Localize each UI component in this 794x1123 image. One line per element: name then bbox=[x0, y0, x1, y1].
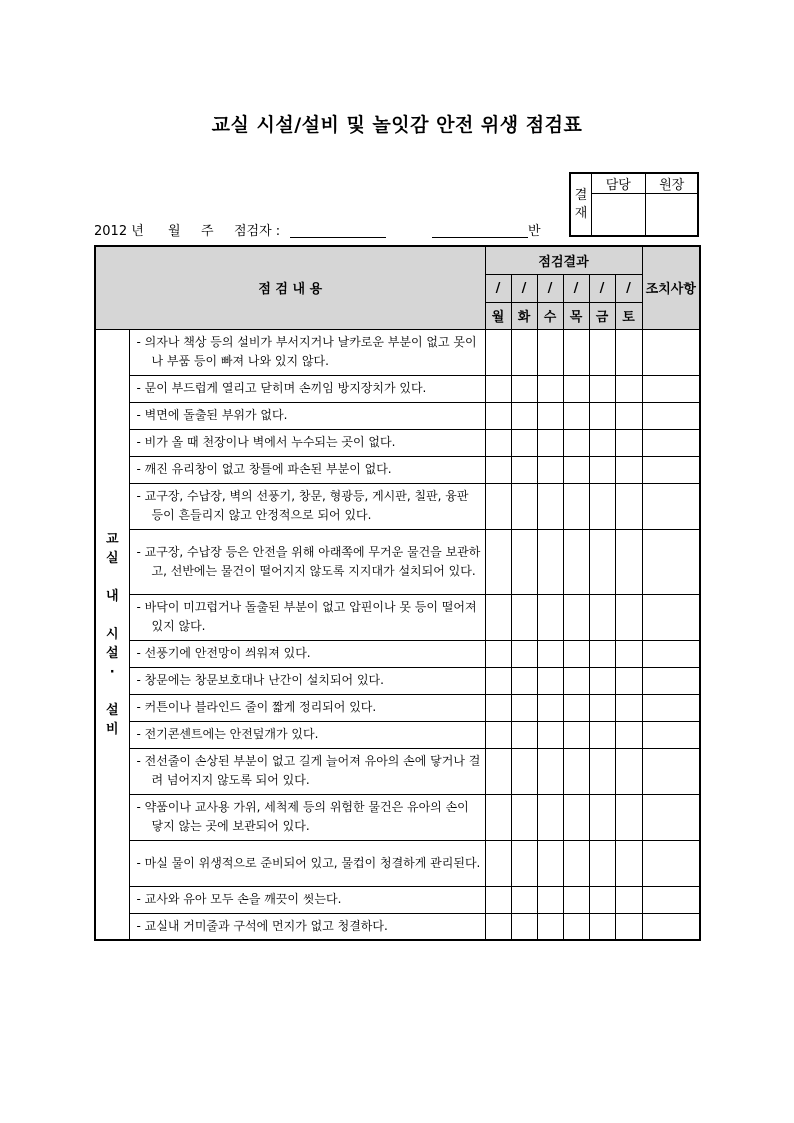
check-cell[interactable] bbox=[511, 667, 537, 694]
check-item: - 벽면에 돌출된 부위가 없다. bbox=[129, 402, 485, 429]
check-item: - 의자나 책상 등의 설비가 부서지거나 날카로운 부분이 없고 못이나 부품 등이 빠져 나와 있지 않다. bbox=[129, 329, 485, 375]
result-header: 점검결과 bbox=[485, 246, 642, 274]
checklist-table bbox=[94, 245, 701, 941]
check-cell[interactable] bbox=[511, 694, 537, 721]
check-cell[interactable] bbox=[511, 748, 537, 794]
category-char bbox=[96, 682, 129, 701]
check-item: - 비가 올 때 천장이나 벽에서 누수되는 곳이 없다. bbox=[129, 429, 485, 456]
check-cell[interactable] bbox=[589, 402, 615, 429]
check-cell[interactable] bbox=[537, 640, 563, 667]
action-cell[interactable] bbox=[642, 667, 700, 694]
category-char: 비 bbox=[105, 721, 119, 737]
approval-sign-staff[interactable] bbox=[592, 193, 646, 236]
check-item: - 전기콘센트에는 안전덮개가 있다. bbox=[129, 721, 485, 748]
check-cell[interactable] bbox=[537, 667, 563, 694]
date-slash: / bbox=[589, 274, 615, 302]
check-cell[interactable] bbox=[589, 329, 615, 375]
check-cell[interactable] bbox=[563, 594, 589, 640]
category-char: 실 bbox=[105, 550, 119, 566]
check-cell[interactable] bbox=[485, 375, 511, 402]
check-cell[interactable] bbox=[589, 694, 615, 721]
check-cell[interactable] bbox=[615, 594, 642, 640]
check-cell[interactable] bbox=[511, 594, 537, 640]
check-item: - 깨진 유리창이 없고 창틀에 파손된 부분이 없다. bbox=[129, 456, 485, 483]
inspector-field[interactable] bbox=[290, 237, 386, 238]
check-cell[interactable] bbox=[589, 429, 615, 456]
check-cell[interactable] bbox=[615, 667, 642, 694]
check-cell[interactable] bbox=[511, 483, 537, 529]
check-cell[interactable] bbox=[511, 640, 537, 667]
check-cell[interactable] bbox=[589, 456, 615, 483]
action-cell[interactable] bbox=[642, 886, 700, 913]
check-cell[interactable] bbox=[485, 913, 511, 940]
check-cell[interactable] bbox=[485, 640, 511, 667]
check-cell[interactable] bbox=[537, 529, 563, 594]
check-cell[interactable] bbox=[589, 840, 615, 886]
check-cell[interactable] bbox=[563, 721, 589, 748]
check-cell[interactable] bbox=[589, 375, 615, 402]
check-cell[interactable] bbox=[615, 429, 642, 456]
category-char: · bbox=[109, 664, 115, 680]
check-cell[interactable] bbox=[615, 483, 642, 529]
category-char bbox=[96, 568, 129, 587]
action-cell[interactable] bbox=[642, 483, 700, 529]
check-cell[interactable] bbox=[615, 840, 642, 886]
check-cell[interactable] bbox=[563, 329, 589, 375]
check-cell[interactable] bbox=[485, 794, 511, 840]
day-wed: 수 bbox=[537, 302, 563, 329]
class-field[interactable] bbox=[432, 237, 528, 238]
check-cell[interactable] bbox=[485, 594, 511, 640]
check-cell[interactable] bbox=[485, 529, 511, 594]
action-header: 조치사항 bbox=[642, 246, 700, 329]
category-char: 내 bbox=[105, 588, 119, 604]
day-thu: 목 bbox=[563, 302, 589, 329]
approval-box bbox=[569, 172, 699, 237]
category-char: 설 bbox=[105, 645, 119, 661]
check-cell[interactable] bbox=[511, 375, 537, 402]
check-cell[interactable] bbox=[563, 886, 589, 913]
week-label: 주 bbox=[201, 224, 214, 239]
action-cell[interactable] bbox=[642, 529, 700, 594]
action-cell[interactable] bbox=[642, 721, 700, 748]
check-cell[interactable] bbox=[511, 402, 537, 429]
check-cell[interactable] bbox=[485, 329, 511, 375]
check-cell[interactable] bbox=[537, 483, 563, 529]
check-cell[interactable] bbox=[563, 913, 589, 940]
day-mon: 월 bbox=[485, 302, 511, 329]
action-cell[interactable] bbox=[642, 594, 700, 640]
year-label: 2012 년 bbox=[94, 224, 144, 239]
check-cell[interactable] bbox=[563, 402, 589, 429]
check-cell[interactable] bbox=[615, 456, 642, 483]
day-fri: 금 bbox=[589, 302, 615, 329]
check-cell[interactable] bbox=[615, 794, 642, 840]
check-cell[interactable] bbox=[537, 456, 563, 483]
check-cell[interactable] bbox=[485, 402, 511, 429]
check-cell[interactable] bbox=[589, 483, 615, 529]
check-item: - 전선줄이 손상된 부분이 없고 길게 늘어져 유아의 손에 닿거나 걸려 넘어지지 않도록 되어 있다. bbox=[129, 748, 485, 794]
check-cell[interactable] bbox=[615, 913, 642, 940]
check-cell[interactable] bbox=[485, 721, 511, 748]
category-char bbox=[96, 606, 129, 625]
check-cell[interactable] bbox=[615, 748, 642, 794]
action-cell[interactable] bbox=[642, 748, 700, 794]
check-cell[interactable] bbox=[537, 794, 563, 840]
action-cell[interactable] bbox=[642, 375, 700, 402]
check-cell[interactable] bbox=[615, 529, 642, 594]
check-cell[interactable] bbox=[563, 640, 589, 667]
action-cell[interactable] bbox=[642, 794, 700, 840]
inspector-label: 점검자 : bbox=[234, 224, 281, 239]
approval-sign-director[interactable] bbox=[645, 193, 699, 236]
approval-col-staff: 담당 bbox=[592, 173, 646, 193]
check-cell[interactable] bbox=[511, 329, 537, 375]
check-cell[interactable] bbox=[563, 456, 589, 483]
check-cell[interactable] bbox=[589, 529, 615, 594]
check-cell[interactable] bbox=[589, 794, 615, 840]
approval-side-char: 결 bbox=[574, 187, 588, 203]
check-cell[interactable] bbox=[615, 694, 642, 721]
date-slash: / bbox=[485, 274, 511, 302]
action-cell[interactable] bbox=[642, 694, 700, 721]
check-cell[interactable] bbox=[615, 402, 642, 429]
class-suffix: 반 bbox=[528, 224, 541, 239]
check-cell[interactable] bbox=[537, 748, 563, 794]
check-cell[interactable] bbox=[511, 721, 537, 748]
check-cell[interactable] bbox=[563, 429, 589, 456]
check-cell[interactable] bbox=[563, 694, 589, 721]
check-cell[interactable] bbox=[511, 529, 537, 594]
check-cell[interactable] bbox=[485, 483, 511, 529]
approval-side-char: 재 bbox=[574, 205, 588, 221]
check-item: - 마실 물이 위생적으로 준비되어 있고, 물컵이 청결하게 관리된다. bbox=[129, 840, 485, 886]
check-cell[interactable] bbox=[485, 748, 511, 794]
action-cell[interactable] bbox=[642, 429, 700, 456]
check-cell[interactable] bbox=[563, 748, 589, 794]
approval-side-label bbox=[570, 173, 592, 236]
check-cell[interactable] bbox=[511, 429, 537, 456]
action-cell[interactable] bbox=[642, 840, 700, 886]
check-cell[interactable] bbox=[537, 329, 563, 375]
check-cell[interactable] bbox=[563, 667, 589, 694]
check-cell[interactable] bbox=[485, 886, 511, 913]
category-char: 설 bbox=[105, 702, 119, 718]
check-cell[interactable] bbox=[563, 794, 589, 840]
check-item: - 교실내 거미줄과 구석에 먼지가 없고 청결하다. bbox=[129, 913, 485, 940]
check-item: - 교구장, 수납장 등은 안전을 위해 아래쪽에 무거운 물건을 보관하고, 선반에는 물건이 떨어지지 않도록 지지대가 설치되어 있다. bbox=[129, 529, 485, 594]
category-char: 시 bbox=[105, 626, 119, 642]
check-cell[interactable] bbox=[563, 483, 589, 529]
check-item: - 바닥이 미끄럽거나 돌출된 부분이 없고 압핀이나 못 등이 떨어져 있지 않다. bbox=[129, 594, 485, 640]
check-cell[interactable] bbox=[485, 840, 511, 886]
check-cell[interactable] bbox=[485, 429, 511, 456]
check-cell[interactable] bbox=[511, 886, 537, 913]
check-cell[interactable] bbox=[537, 913, 563, 940]
check-cell[interactable] bbox=[485, 667, 511, 694]
date-slash: / bbox=[537, 274, 563, 302]
check-cell[interactable] bbox=[563, 375, 589, 402]
month-label: 월 bbox=[168, 224, 181, 239]
action-cell[interactable] bbox=[642, 640, 700, 667]
check-cell[interactable] bbox=[615, 375, 642, 402]
check-item: - 선풍기에 안전망이 씌워져 있다. bbox=[129, 640, 485, 667]
day-tue: 화 bbox=[511, 302, 537, 329]
check-item: - 교구장, 수납장, 벽의 선풍기, 창문, 형광등, 게시판, 칠판, 융판 등이 흔들리지 않고 안정적으로 되어 있다. bbox=[129, 483, 485, 529]
check-item: - 커튼이나 블라인드 줄이 짧게 정리되어 있다. bbox=[129, 694, 485, 721]
check-cell[interactable] bbox=[563, 840, 589, 886]
check-cell[interactable] bbox=[589, 721, 615, 748]
check-cell[interactable] bbox=[589, 640, 615, 667]
check-item: - 약품이나 교사용 가위, 세척제 등의 위험한 물건은 유아의 손이 닿지 않는 곳에 보관되어 있다. bbox=[129, 794, 485, 840]
check-cell[interactable] bbox=[537, 886, 563, 913]
approval-col-director: 원장 bbox=[645, 173, 699, 193]
check-cell[interactable] bbox=[589, 667, 615, 694]
content-header: 점 검 내 용 bbox=[95, 246, 485, 329]
action-cell[interactable] bbox=[642, 402, 700, 429]
check-cell[interactable] bbox=[511, 456, 537, 483]
date-slash: / bbox=[615, 274, 642, 302]
category-char: 교 bbox=[105, 531, 119, 547]
check-cell[interactable] bbox=[615, 329, 642, 375]
check-cell[interactable] bbox=[537, 840, 563, 886]
check-cell[interactable] bbox=[589, 886, 615, 913]
check-cell[interactable] bbox=[589, 748, 615, 794]
check-cell[interactable] bbox=[615, 640, 642, 667]
check-item: - 창문에는 창문보호대나 난간이 설치되어 있다. bbox=[129, 667, 485, 694]
check-cell[interactable] bbox=[537, 429, 563, 456]
action-cell[interactable] bbox=[642, 913, 700, 940]
check-cell[interactable] bbox=[537, 721, 563, 748]
check-cell[interactable] bbox=[615, 886, 642, 913]
category-label bbox=[95, 329, 129, 940]
check-cell[interactable] bbox=[511, 794, 537, 840]
action-cell[interactable] bbox=[642, 329, 700, 375]
check-cell[interactable] bbox=[511, 840, 537, 886]
check-cell[interactable] bbox=[563, 529, 589, 594]
check-cell[interactable] bbox=[485, 456, 511, 483]
check-item: - 문이 부드럽게 열리고 닫히며 손끼임 방지장치가 있다. bbox=[129, 375, 485, 402]
page-title: 교실 시설/설비 및 놀잇감 안전 위생 점검표 bbox=[211, 114, 583, 136]
check-cell[interactable] bbox=[537, 694, 563, 721]
date-slash: / bbox=[511, 274, 537, 302]
check-cell[interactable] bbox=[615, 721, 642, 748]
action-cell[interactable] bbox=[642, 456, 700, 483]
day-sat: 토 bbox=[615, 302, 642, 329]
check-cell[interactable] bbox=[485, 694, 511, 721]
check-cell[interactable] bbox=[511, 913, 537, 940]
check-cell[interactable] bbox=[589, 594, 615, 640]
check-cell[interactable] bbox=[537, 594, 563, 640]
check-cell[interactable] bbox=[537, 402, 563, 429]
check-cell[interactable] bbox=[537, 375, 563, 402]
check-cell[interactable] bbox=[589, 913, 615, 940]
date-slash: / bbox=[563, 274, 589, 302]
check-item: - 교사와 유아 모두 손을 깨끗이 씻는다. bbox=[129, 886, 485, 913]
